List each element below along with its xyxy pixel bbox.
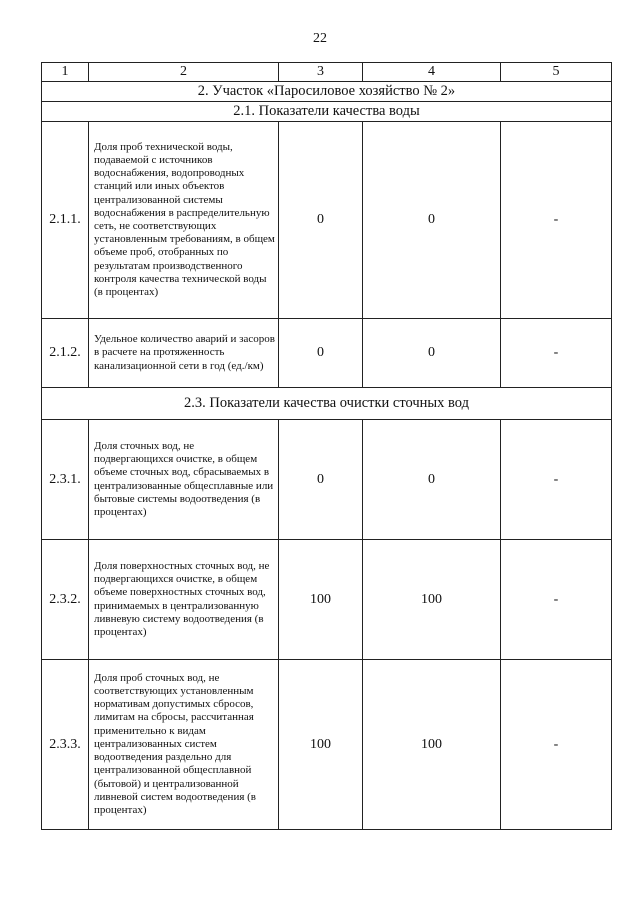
row-description: Доля сточных вод, не подвергающихся очистке, в общем объеме сточных вод, сбрасываемых в централизованные общесплавные или бытовые системы водоотведения (в процентах) [89,420,279,540]
row-description: Доля поверхностных сточных вод, не подвергающихся очистке, в общем объеме поверхностных сточных вод, принимаемых в централизованную ливневую систему водоотведения (в процентах) [89,540,279,660]
group-title-row [42,102,612,122]
row-value-col5: - [501,122,612,319]
row-value-col5: - [501,319,612,388]
table-row [42,660,612,830]
row-value-col3: 0 [279,319,363,388]
column-header: 1 [42,63,89,82]
row-value-col4: 0 [363,319,501,388]
column-header: 2 [89,63,279,82]
table-row [42,319,612,388]
section-title: 2. Участок «Паросиловое хозяйство № 2» [42,82,612,102]
group-title-row [42,388,612,420]
row-number: 2.3.2. [42,540,89,660]
page-number: 22 [313,31,327,46]
row-description: Доля проб сточных вод, не соответствующих установленным нормативам допустимых сбросов, лимитам на сбросы, рассчитанная применительно к видам централизованных систем водоотведения раздельно для централизованной общесплавной (бытовой) и централизованной ливневой систем водоотведения (в процентах) [89,660,279,830]
row-value-col5: - [501,420,612,540]
row-number: 2.1.1. [42,122,89,319]
row-number: 2.3.1. [42,420,89,540]
row-value-col3: 100 [279,660,363,830]
table-row [42,420,612,540]
row-description: Доля проб технической воды, подаваемой с источников водоснабжения, водопроводных станций или иных объектов централизованной системы водоснабжения в распределительную сеть, не соответствующих установленным требованиям, в общем объеме проб, отобранных по результатам производственного контроля качества технической воды (в процентах) [89,122,279,319]
section-title-row [42,82,612,102]
row-value-col4: 100 [363,540,501,660]
row-value-col5: - [501,540,612,660]
row-number: 2.3.3. [42,660,89,830]
row-value-col3: 0 [279,122,363,319]
row-description: Удельное количество аварий и засоров в расчете на протяженность канализационной сети в год (ед./км) [89,319,279,388]
row-value-col3: 100 [279,540,363,660]
group-title: 2.1. Показатели качества воды [42,102,612,122]
table-row [42,122,612,319]
column-header: 3 [279,63,363,82]
row-value-col5: - [501,660,612,830]
row-value-col4: 0 [363,420,501,540]
column-header: 5 [501,63,612,82]
row-value-col4: 0 [363,122,501,319]
column-number-row [42,63,612,82]
table-row [42,540,612,660]
row-value-col3: 0 [279,420,363,540]
row-value-col4: 100 [363,660,501,830]
group-title: 2.3. Показатели качества очистки сточных вод [42,388,612,420]
indicators-table [41,62,612,830]
column-header: 4 [363,63,501,82]
row-number: 2.1.2. [42,319,89,388]
